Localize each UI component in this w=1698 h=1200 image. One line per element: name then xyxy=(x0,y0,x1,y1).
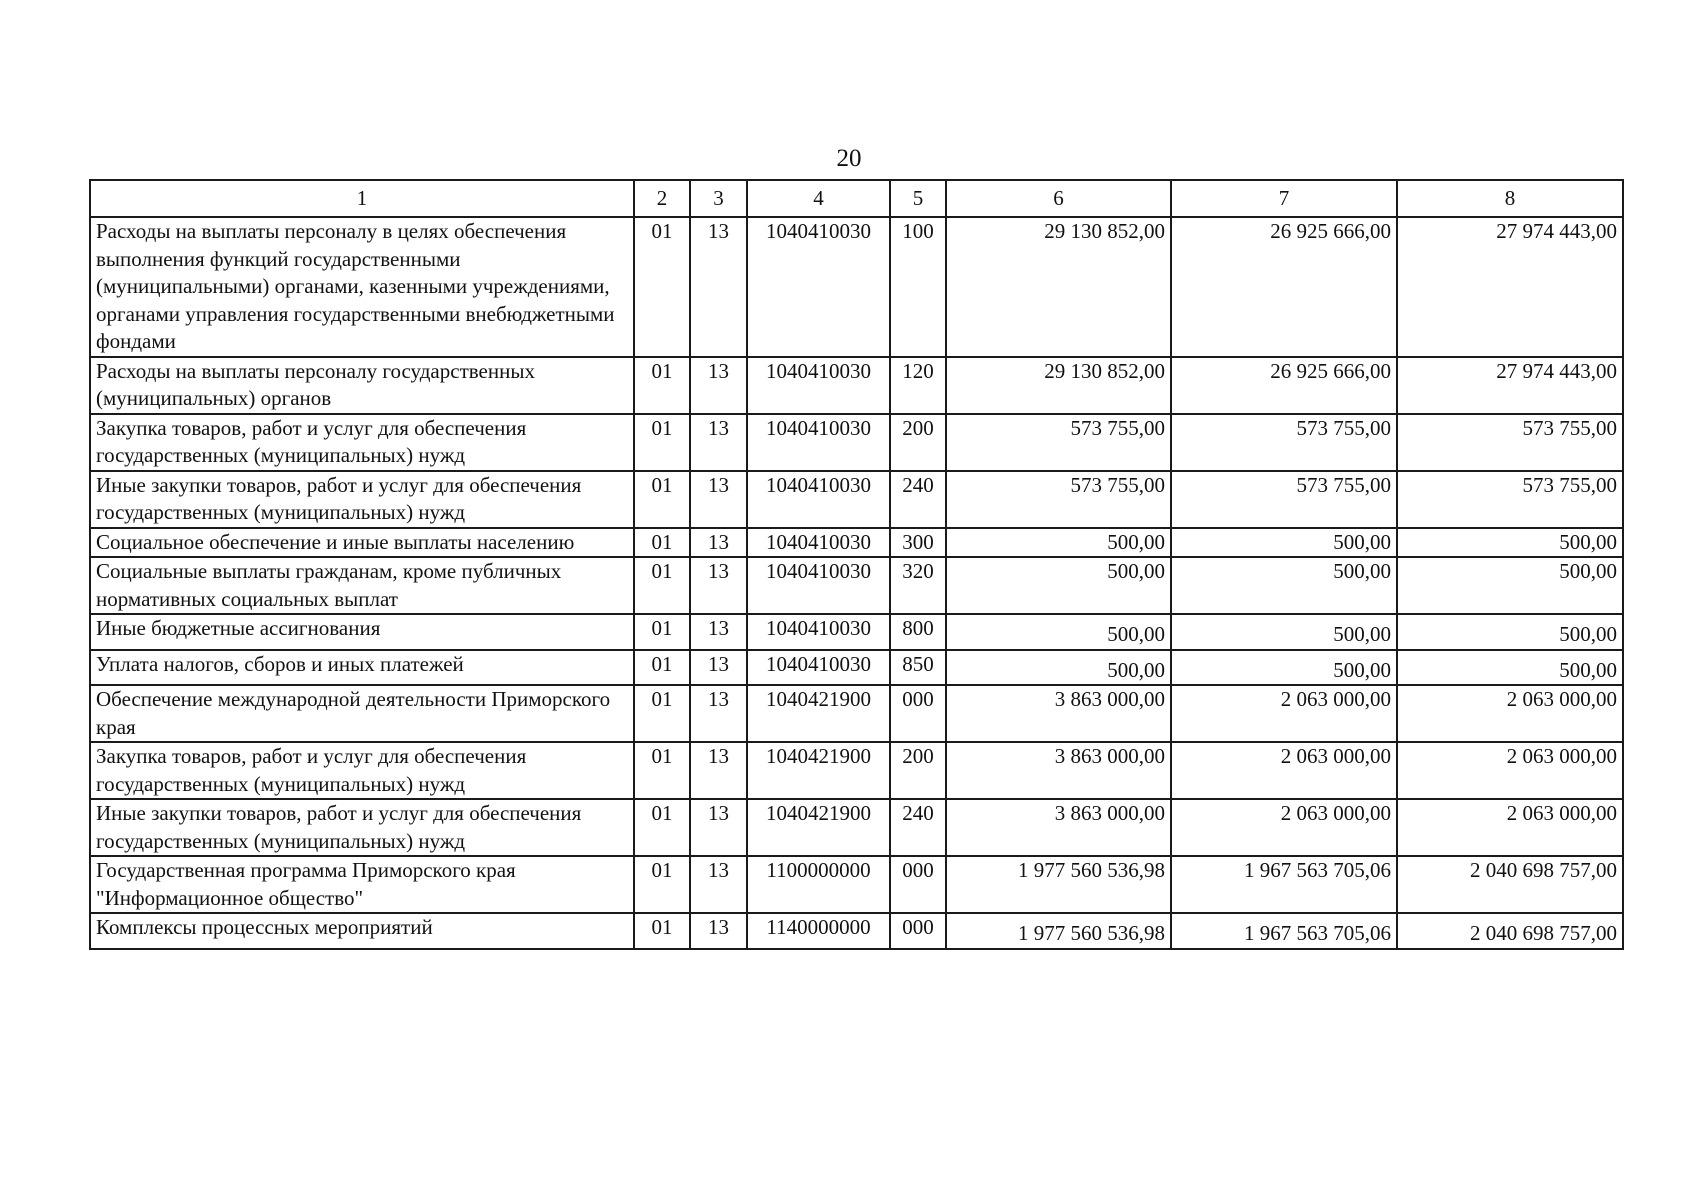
amount-col6-cell: 500,00 xyxy=(946,614,1171,650)
amount-col8-cell: 27 974 443,00 xyxy=(1397,357,1623,414)
amount-col7-cell: 2 063 000,00 xyxy=(1171,742,1397,799)
table-row xyxy=(90,414,1623,471)
target-item-cell: 1040410030 xyxy=(747,471,890,528)
expense-type-cell: 200 xyxy=(890,414,946,471)
expense-type-cell: 000 xyxy=(890,913,946,949)
subsection-code-cell: 13 xyxy=(690,614,747,650)
section-code-cell: 01 xyxy=(634,471,690,528)
budget-table xyxy=(89,179,1624,950)
amount-col8-cell: 2 040 698 757,00 xyxy=(1397,913,1623,949)
subsection-code-cell: 13 xyxy=(690,357,747,414)
target-item-cell: 1100000000 xyxy=(747,856,890,913)
subsection-code-cell: 13 xyxy=(690,650,747,686)
section-code-cell: 01 xyxy=(634,856,690,913)
amount-col7-cell: 2 063 000,00 xyxy=(1171,685,1397,742)
amount-col7-cell: 2 063 000,00 xyxy=(1171,799,1397,856)
amount-col8-cell: 500,00 xyxy=(1397,528,1623,558)
amount-col7-cell: 573 755,00 xyxy=(1171,471,1397,528)
section-code-cell: 01 xyxy=(634,357,690,414)
table-row xyxy=(90,614,1623,650)
amount-col6-cell: 29 130 852,00 xyxy=(946,217,1171,357)
section-code-cell: 01 xyxy=(634,913,690,949)
section-code-cell: 01 xyxy=(634,528,690,558)
table-row xyxy=(90,799,1623,856)
column-header-3: 3 xyxy=(690,180,747,217)
table-row xyxy=(90,742,1623,799)
expense-name-cell: Уплата налогов, сборов и иных платежей xyxy=(90,650,634,686)
target-item-cell: 1040421900 xyxy=(747,799,890,856)
amount-col8-cell: 2 063 000,00 xyxy=(1397,685,1623,742)
amount-col8-cell: 2 040 698 757,00 xyxy=(1397,856,1623,913)
expense-type-cell: 120 xyxy=(890,357,946,414)
expense-name-cell: Иные бюджетные ассигнования xyxy=(90,614,634,650)
amount-col6-cell: 500,00 xyxy=(946,650,1171,686)
amount-col8-cell: 500,00 xyxy=(1397,650,1623,686)
amount-col8-cell: 500,00 xyxy=(1397,614,1623,650)
target-item-cell: 1040410030 xyxy=(747,650,890,686)
expense-name-cell: Расходы на выплаты персоналу государственных (муниципальных) органов xyxy=(90,357,634,414)
subsection-code-cell: 13 xyxy=(690,557,747,614)
target-item-cell: 1140000000 xyxy=(747,913,890,949)
expense-type-cell: 000 xyxy=(890,685,946,742)
expense-name-cell: Социальные выплаты гражданам, кроме публичных нормативных социальных выплат xyxy=(90,557,634,614)
column-header-8: 8 xyxy=(1397,180,1623,217)
amount-col6-cell: 1 977 560 536,98 xyxy=(946,913,1171,949)
target-item-cell: 1040410030 xyxy=(747,357,890,414)
amount-col8-cell: 2 063 000,00 xyxy=(1397,799,1623,856)
amount-col8-cell: 2 063 000,00 xyxy=(1397,742,1623,799)
amount-col7-cell: 500,00 xyxy=(1171,614,1397,650)
amount-col7-cell: 1 967 563 705,06 xyxy=(1171,856,1397,913)
subsection-code-cell: 13 xyxy=(690,414,747,471)
expense-name-cell: Комплексы процессных мероприятий xyxy=(90,913,634,949)
amount-col8-cell: 27 974 443,00 xyxy=(1397,217,1623,357)
expense-type-cell: 850 xyxy=(890,650,946,686)
table-row xyxy=(90,528,1623,558)
expense-type-cell: 240 xyxy=(890,799,946,856)
section-code-cell: 01 xyxy=(634,614,690,650)
table-row xyxy=(90,557,1623,614)
column-header-6: 6 xyxy=(946,180,1171,217)
amount-col6-cell: 1 977 560 536,98 xyxy=(946,856,1171,913)
expense-type-cell: 320 xyxy=(890,557,946,614)
expense-name-cell: Иные закупки товаров, работ и услуг для обеспечения государственных (муниципальных) нужд xyxy=(90,471,634,528)
amount-col7-cell: 26 925 666,00 xyxy=(1171,357,1397,414)
expense-name-cell: Государственная программа Приморского края "Информационное общество" xyxy=(90,856,634,913)
expense-name-cell: Социальное обеспечение и иные выплаты населению xyxy=(90,528,634,558)
expense-name-cell: Закупка товаров, работ и услуг для обеспечения государственных (муниципальных) нужд xyxy=(90,742,634,799)
table-row xyxy=(90,471,1623,528)
column-header-5: 5 xyxy=(890,180,946,217)
expense-name-cell: Закупка товаров, работ и услуг для обеспечения государственных (муниципальных) нужд xyxy=(90,414,634,471)
table-row xyxy=(90,357,1623,414)
amount-col7-cell: 573 755,00 xyxy=(1171,414,1397,471)
expense-type-cell: 100 xyxy=(890,217,946,357)
section-code-cell: 01 xyxy=(634,557,690,614)
target-item-cell: 1040410030 xyxy=(747,557,890,614)
expense-name-cell: Расходы на выплаты персоналу в целях обеспечения выполнения функций государственными (муниципальными) органами, казенными учреждениями, органами управления государственными внебюджетными фондами xyxy=(90,217,634,357)
subsection-code-cell: 13 xyxy=(690,528,747,558)
amount-col6-cell: 573 755,00 xyxy=(946,414,1171,471)
target-item-cell: 1040410030 xyxy=(747,614,890,650)
amount-col6-cell: 3 863 000,00 xyxy=(946,685,1171,742)
expense-type-cell: 200 xyxy=(890,742,946,799)
subsection-code-cell: 13 xyxy=(690,742,747,799)
target-item-cell: 1040410030 xyxy=(747,414,890,471)
table-row xyxy=(90,217,1623,357)
target-item-cell: 1040410030 xyxy=(747,217,890,357)
amount-col8-cell: 500,00 xyxy=(1397,557,1623,614)
table-row xyxy=(90,650,1623,686)
column-header-7: 7 xyxy=(1171,180,1397,217)
section-code-cell: 01 xyxy=(634,799,690,856)
section-code-cell: 01 xyxy=(634,650,690,686)
header-row xyxy=(90,180,1623,217)
section-code-cell: 01 xyxy=(634,217,690,357)
subsection-code-cell: 13 xyxy=(690,685,747,742)
target-item-cell: 1040410030 xyxy=(747,528,890,558)
column-header-2: 2 xyxy=(634,180,690,217)
column-header-4: 4 xyxy=(747,180,890,217)
expense-type-cell: 800 xyxy=(890,614,946,650)
expense-name-cell: Обеспечение международной деятельности Приморского края xyxy=(90,685,634,742)
amount-col7-cell: 500,00 xyxy=(1171,557,1397,614)
amount-col7-cell: 500,00 xyxy=(1171,650,1397,686)
subsection-code-cell: 13 xyxy=(690,913,747,949)
subsection-code-cell: 13 xyxy=(690,856,747,913)
amount-col6-cell: 3 863 000,00 xyxy=(946,742,1171,799)
subsection-code-cell: 13 xyxy=(690,471,747,528)
table-row xyxy=(90,856,1623,913)
amount-col7-cell: 500,00 xyxy=(1171,528,1397,558)
amount-col8-cell: 573 755,00 xyxy=(1397,471,1623,528)
amount-col6-cell: 3 863 000,00 xyxy=(946,799,1171,856)
amount-col6-cell: 573 755,00 xyxy=(946,471,1171,528)
amount-col6-cell: 500,00 xyxy=(946,528,1171,558)
expense-type-cell: 240 xyxy=(890,471,946,528)
amount-col6-cell: 29 130 852,00 xyxy=(946,357,1171,414)
table-row xyxy=(90,913,1623,949)
section-code-cell: 01 xyxy=(634,414,690,471)
expense-name-cell: Иные закупки товаров, работ и услуг для обеспечения государственных (муниципальных) нужд xyxy=(90,799,634,856)
target-item-cell: 1040421900 xyxy=(747,742,890,799)
target-item-cell: 1040421900 xyxy=(747,685,890,742)
section-code-cell: 01 xyxy=(634,685,690,742)
expense-type-cell: 000 xyxy=(890,856,946,913)
column-header-1: 1 xyxy=(90,180,634,217)
subsection-code-cell: 13 xyxy=(690,799,747,856)
page-number: 20 xyxy=(836,145,862,172)
subsection-code-cell: 13 xyxy=(690,217,747,357)
amount-col7-cell: 26 925 666,00 xyxy=(1171,217,1397,357)
amount-col6-cell: 500,00 xyxy=(946,557,1171,614)
amount-col8-cell: 573 755,00 xyxy=(1397,414,1623,471)
amount-col7-cell: 1 967 563 705,06 xyxy=(1171,913,1397,949)
table-row xyxy=(90,685,1623,742)
section-code-cell: 01 xyxy=(634,742,690,799)
expense-type-cell: 300 xyxy=(890,528,946,558)
